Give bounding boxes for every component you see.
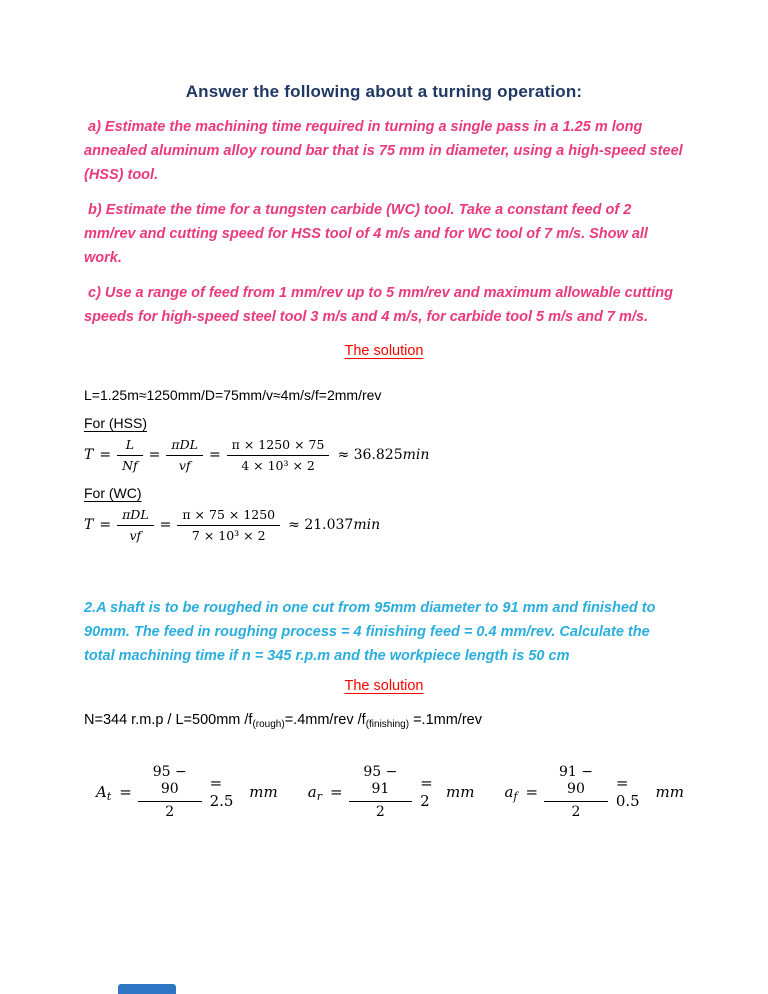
result-value: ≈ 21.037 <box>288 517 354 534</box>
for-hss-label: For (HSS) <box>84 415 147 431</box>
finishing-depth-formula <box>504 764 684 822</box>
fraction-numerator: L <box>117 437 143 456</box>
solution1-heading: The solution <box>344 343 424 359</box>
given2-part: N=344 r.m.p / L=500mm /f <box>84 711 253 728</box>
given2-part: =.4mm/rev /f <box>284 711 366 728</box>
equals-sign: = <box>208 447 221 464</box>
for-wc-label: For (WC) <box>84 485 142 502</box>
fraction-piDL-over-vf <box>166 437 203 473</box>
fraction-denominator: 2 <box>375 803 385 820</box>
solution2-heading: The solution <box>344 677 424 694</box>
question-a: a) Estimate the machining time required in turning a single pass in a 1.25 m long annealed aluminum alloy round bar that is 75 mm in diameter, using a high-speed steel (HSS) tool. <box>84 119 683 183</box>
result-unit: mm <box>446 783 475 802</box>
fraction-numerator: 95 − 90 <box>138 764 202 802</box>
fraction-L-over-Nf <box>117 437 143 473</box>
equals-sign: = <box>119 783 132 802</box>
fraction-piDL-over-vf <box>117 507 154 543</box>
fraction-numerator: π × 75 × 1250 <box>177 507 280 526</box>
fraction-numerator: πDL <box>117 507 154 526</box>
fraction-numerator: πDL <box>166 437 203 456</box>
document-content <box>84 0 684 821</box>
result-unit: min <box>402 447 430 464</box>
result-value: = 0.5 <box>615 774 640 811</box>
fraction-numeric <box>227 437 330 473</box>
result-value: = 2 <box>420 774 433 811</box>
depth-of-cut-formulas <box>84 764 684 822</box>
fraction-denominator: Nf <box>122 457 138 473</box>
clipped-blue-shape <box>118 984 176 994</box>
given2-part: =.1mm/rev <box>409 711 482 728</box>
total-depth-formula <box>96 764 278 822</box>
result-unit: min <box>353 517 381 534</box>
equals-sign: = <box>99 447 112 464</box>
page-title: Answer the following about a turning operation: <box>185 82 583 101</box>
fraction-denominator: vf <box>178 457 191 473</box>
equals-sign: = <box>329 783 343 802</box>
fraction-numeric <box>138 764 202 822</box>
fraction-numerator: π × 1250 × 75 <box>227 437 330 456</box>
given-values-2 <box>84 712 684 728</box>
math-subscript: t <box>106 789 112 803</box>
question-c: c) Use a range of feed from 1 mm/rev up to 5 mm/rev and maximum allowable cutting speeds for high-speed steel tool 3 m/s and 4 m/s, for carbide tool 5 m/s and 7 m/s. <box>84 285 673 325</box>
fraction-denominator: 4 × 10³ × 2 <box>241 457 315 473</box>
math-variable: A <box>96 783 107 802</box>
question-b: b) Estimate the time for a tungsten carbide (WC) tool. Take a constant feed of 2 mm/rev and cutting speed for HSS tool of 4 m/s and for WC tool of 7 m/s. Show all work. <box>84 202 648 266</box>
fraction-numerator: 91 − 90 <box>544 764 608 802</box>
math-variable: T <box>84 447 94 464</box>
equals-sign: = <box>525 783 539 802</box>
result-value: ≈ 36.825 <box>337 447 403 464</box>
given-values-1: L=1.25m≈1250mm/D=75mm/v≈4m/s/f=2mm/rev <box>84 387 382 403</box>
fraction-numeric <box>544 764 608 822</box>
math-subscript: f <box>513 789 518 803</box>
result-unit: mm <box>655 783 684 802</box>
result-value: = 2.5 <box>209 774 234 811</box>
fraction-numerator: 95 − 91 <box>349 764 413 802</box>
roughing-depth-formula <box>308 764 475 822</box>
equals-sign: = <box>99 517 112 534</box>
fraction-denominator: 2 <box>571 803 581 820</box>
math-subscript: r <box>316 789 322 803</box>
hss-time-formula <box>84 437 684 473</box>
fraction-numeric <box>349 764 413 822</box>
fraction-denominator: vf <box>129 527 142 543</box>
fraction-denominator: 2 <box>165 803 175 820</box>
subscript-rough: (rough) <box>252 718 285 730</box>
math-variable: a <box>504 783 514 802</box>
equals-sign: = <box>159 517 172 534</box>
fraction-denominator: 7 × 10³ × 2 <box>191 527 266 543</box>
equals-sign: = <box>148 447 161 464</box>
result-unit: mm <box>249 783 278 802</box>
subscript-finishing: (finishing) <box>365 718 410 730</box>
question-2: 2.A shaft is to be roughed in one cut from 95mm diameter to 91 mm and finished to 90mm. The feed in roughing process = 4 finishing feed = 0.4 mm/rev. Calculate the total machining time if n = 345 r.p.m and the workpiece length is 50 cm <box>84 599 656 664</box>
fraction-numeric <box>177 507 280 543</box>
wc-time-formula <box>84 507 684 543</box>
math-variable: a <box>307 783 317 802</box>
math-variable: T <box>84 517 94 534</box>
